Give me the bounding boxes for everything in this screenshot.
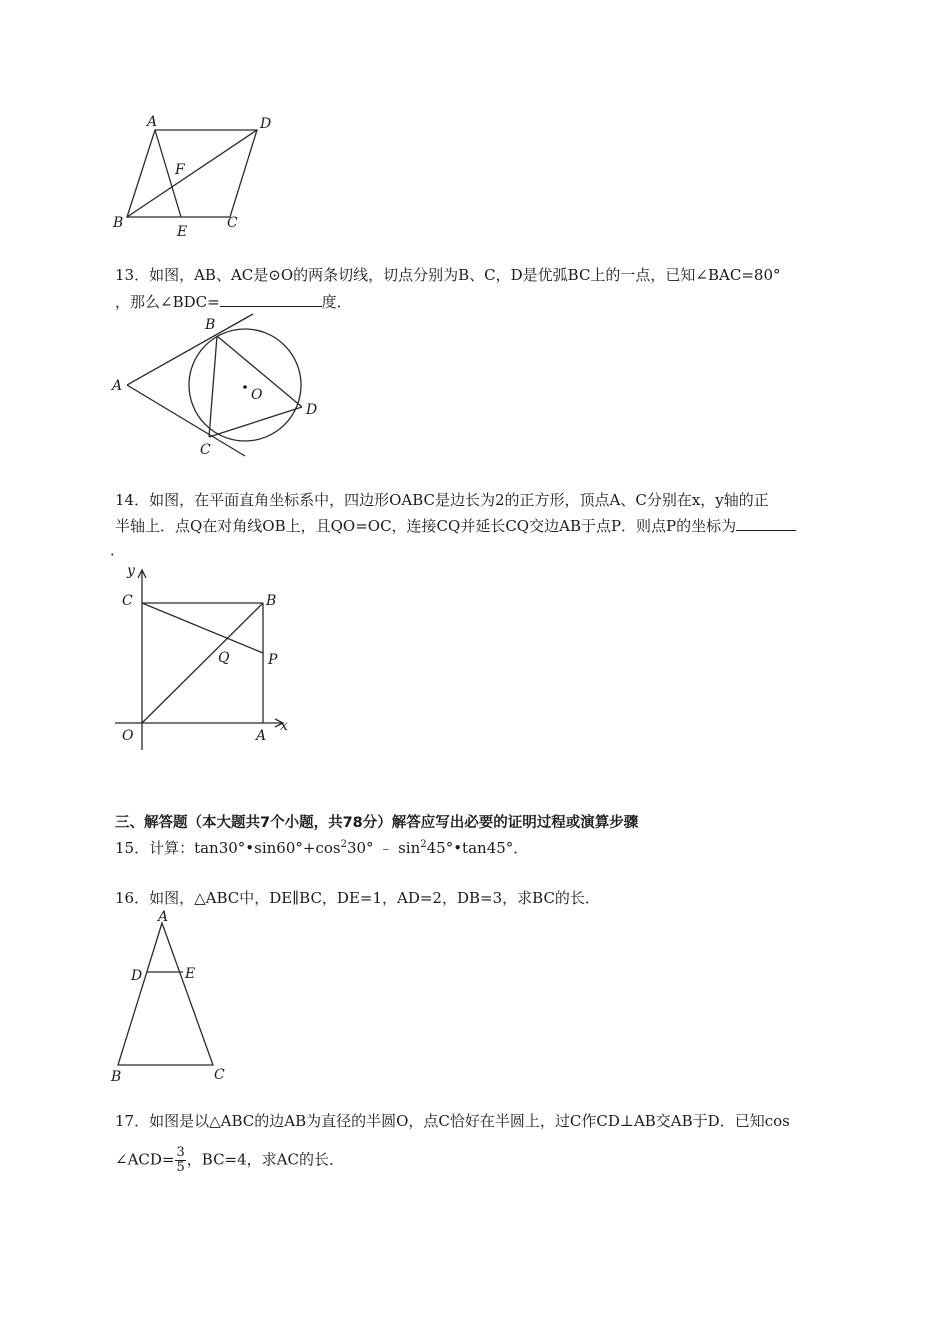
answer-blank-13[interactable]: [220, 292, 322, 307]
diagonal-ob: [142, 603, 263, 723]
label-b: B: [113, 215, 124, 231]
q17-line1: 17．如图是以△ABC的边AB为直径的半圆O，点C恰好在半圆上，过C作CD⊥AB交AB于D．已知cos: [115, 1112, 790, 1130]
q13-line1: 13．如图，AB、AC是⊙O的两条切线，切点分别为B、C，D是优弧BC上的一点，已知∠BAC=80°: [115, 266, 781, 284]
q13-text-a: ，那么∠BDC=: [115, 293, 220, 311]
triangle-abc: [118, 923, 213, 1065]
label-c: C: [214, 1067, 225, 1083]
q15-suffix: 45°•tan45°．: [426, 839, 529, 857]
figure-coordinate-square: [105, 560, 305, 760]
figure-parallelogram: [105, 110, 305, 240]
label-q: Q: [218, 650, 230, 666]
figure-triangle-de-bc: [105, 908, 245, 1088]
label-p: P: [268, 652, 278, 668]
label-b: B: [111, 1069, 122, 1085]
q15-sup2: 2: [420, 839, 427, 850]
label-c: C: [200, 442, 211, 458]
circle-o: [189, 329, 301, 441]
section-heading: 三、解答题（本大题共7个小题，共78分）解答应写出必要的证明过程或演算步骤: [115, 815, 639, 831]
label-c: C: [227, 215, 238, 231]
label-a: A: [158, 909, 169, 925]
segment-cp: [142, 603, 263, 653]
label-b: B: [266, 593, 277, 609]
q15-prefix: 15．计算：tan30°•sin60°+cos: [115, 839, 341, 857]
fraction-three-fifths: [175, 1146, 185, 1175]
label-d: D: [260, 116, 272, 132]
q14-line1: 14．如图，在平面直角坐标系中，四边形OABC是边长为2的正方形，顶点A、C分别在x，y轴的正: [115, 491, 769, 509]
label-a: A: [256, 728, 267, 744]
q17-text-a: ∠ACD=: [115, 1150, 175, 1169]
q17-line2: [115, 1146, 344, 1175]
label-o: O: [122, 728, 134, 744]
q15-mid: 30° ﹣ sin: [346, 839, 421, 857]
label-a: A: [147, 114, 158, 130]
answer-blank-14[interactable]: [736, 516, 796, 531]
label-e: E: [177, 224, 188, 240]
figure-circle-tangents: [105, 310, 335, 470]
label-d: D: [131, 968, 143, 984]
chord-cd: [209, 407, 302, 437]
label-e: E: [185, 966, 196, 982]
label-y: y: [127, 563, 135, 579]
label-d: D: [306, 402, 318, 418]
label-c: C: [122, 593, 133, 609]
frac-denominator: 5: [176, 1160, 185, 1175]
q14-text: 半轴上．点Q在对角线OB上，且QO=OC，连接CQ并延长CQ交边AB于点P．则点P的坐标为: [115, 517, 737, 535]
q15-sup1: 2: [340, 839, 347, 850]
q16-line1: 16．如图，△ABC中，DE∥BC，DE=1，AD=2，DB=3，求BC的长．: [115, 889, 600, 907]
q15-line: [115, 838, 528, 858]
label-f: F: [175, 162, 185, 178]
q13-line2: [115, 292, 352, 312]
q17-text-b: ，BC=4，求AC的长．: [186, 1150, 344, 1169]
q13-text-b: 度．: [321, 293, 352, 311]
tangent-ac: [127, 385, 245, 456]
q14-line2: [115, 516, 796, 536]
q14-line3: ．: [110, 541, 126, 559]
label-x: x: [280, 718, 288, 734]
center-dot: [243, 385, 247, 389]
label-o: O: [251, 387, 263, 403]
frac-numerator: 3: [176, 1145, 185, 1160]
label-a: A: [112, 378, 123, 394]
chord-bc: [209, 336, 217, 437]
segment-bd: [127, 130, 257, 217]
label-b: B: [205, 317, 216, 333]
